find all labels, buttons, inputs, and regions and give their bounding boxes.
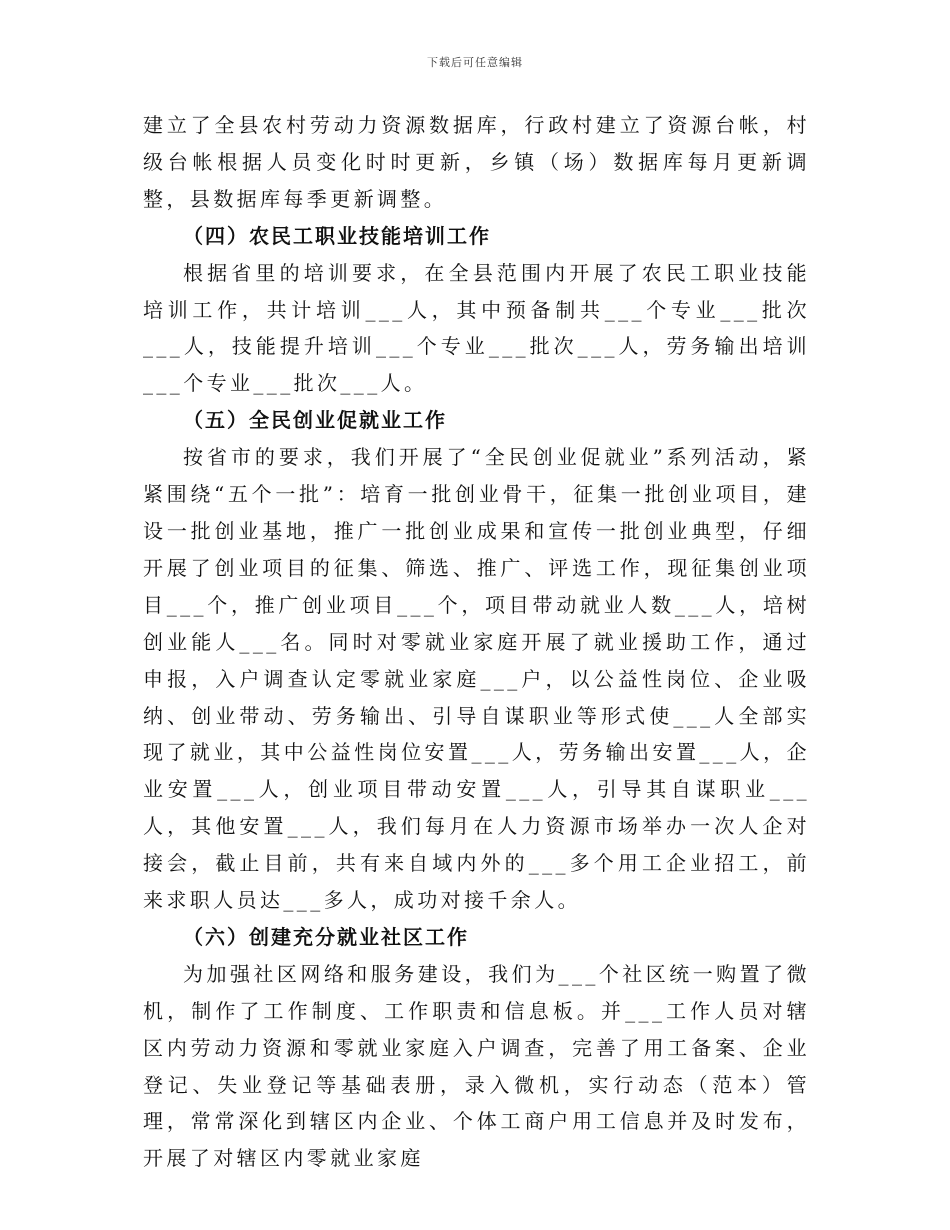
paragraph-section-6: 为加强社区网络和服务建设，我们为___个社区统一购置了微机，制作了工作制度、工作职责和信息板。并___工作人员对辖区内劳动力资源和零就业家庭入户调查，完善了用工备案、企业登记、失业登记等基础表册，录入微机，实行动态（范本）管理，常常深化到辖区内企业、个体工商户用工信息并及时发布，开展了对辖区内零就业家庭 — [143, 961, 810, 1171]
section-heading-6: （六）创建充分就业社区工作 — [183, 924, 469, 949]
section-heading-4: （四）农民工职业技能培训工作 — [183, 223, 491, 248]
document-body — [143, 107, 810, 1177]
page-header: 下载后可任意编辑 — [427, 56, 523, 69]
paragraph-section-5: 按省市的要求，我们开展了“全民创业促就业”系列活动，紧紧围绕“五个一批”：培育一批创业骨干，征集一批创业项目，建设一批创业基地，推广一批创业成果和宣传一批创业典型，仔细开展了创业项目的征集、筛选、推广、评选工作，现征集创业项目___个，推广创业项目___个，项目带动就业人数___人，培树创业能人___名。同时对零就业家庭开展了就业援助工作，通过申报，入户调查认定零就业家庭___户，以公益性岗位、企业吸纳、创业带动、劳务输出、引导自谋职业等形式使___人全部实现了就业，其中公益性岗位安置___人，劳务输出安置___人，企业安置___人，创业项目带动安置___人，引导其自谋职业___人，其他安置___人，我们每月在人力资源市场举办一次人企对接会，截止目前，共有来自域内外的___多个用工企业招工，前来求职人员达___多人，成功对接千余人。 — [143, 445, 810, 913]
paragraph-section-4: 根据省里的培训要求，在全县范围内开展了农民工职业技能培训工作，共计培训___人，其中预备制共___个专业___批次___人，技能提升培训___个专业___批次___人，劳务输出培训___个专业___批次___人。 — [143, 260, 810, 396]
paragraph-continuation: 建立了全县农村劳动力资源数据库，行政村建立了资源台帐，村级台帐根据人员变化时时更新，乡镇（场）数据库每月更新调整，县数据库每季更新调整。 — [143, 113, 810, 211]
section-heading-5: （五）全民创业促就业工作 — [183, 408, 447, 433]
